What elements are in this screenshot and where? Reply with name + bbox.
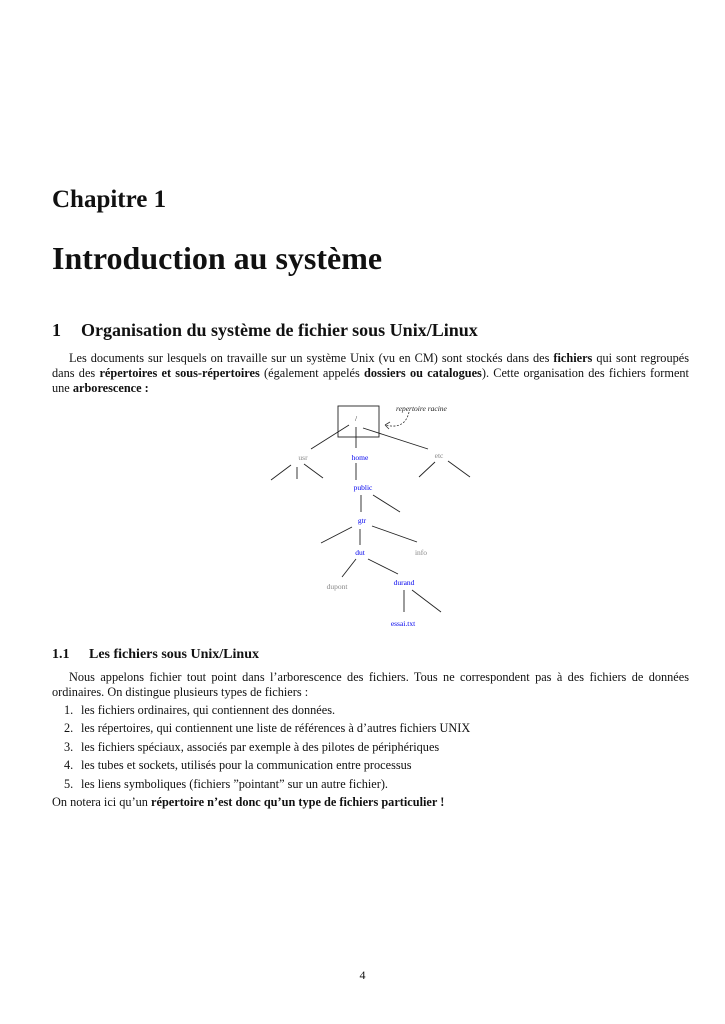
conclusion-emphasis: répertoire n’est donc qu’un type de fichiers particulier ! bbox=[151, 795, 445, 809]
list-item-text: les fichiers ordinaires, qui contiennent des données. bbox=[81, 703, 336, 717]
node-info: info bbox=[414, 548, 428, 557]
list-item-number: 4. bbox=[64, 758, 74, 773]
subsection-number: 1.1 bbox=[52, 647, 70, 662]
conclusion-sentence bbox=[52, 795, 444, 810]
section-number: 1 bbox=[52, 320, 61, 340]
edge-public-stub bbox=[373, 495, 400, 512]
node-etc: etc bbox=[434, 451, 444, 460]
root-box bbox=[338, 406, 379, 437]
list-item bbox=[64, 758, 470, 776]
edge-root-etc bbox=[363, 428, 428, 449]
list-item-number: 3. bbox=[64, 739, 74, 754]
list-item-number: 1. bbox=[64, 703, 74, 717]
page-number: 4 bbox=[359, 968, 366, 982]
node-home: home bbox=[351, 453, 369, 462]
annotation-arrow bbox=[385, 412, 409, 426]
subsection-title: Les fichiers sous Unix/Linux bbox=[89, 647, 259, 662]
term-dossiers: dossiers ou catalogues bbox=[364, 366, 482, 381]
intro-text-4: ). Cette organisation des fichiers forment une bbox=[52, 366, 689, 396]
intro-text-2: qui sont regroupés dans des bbox=[52, 351, 689, 381]
edge-etc-stub-1 bbox=[419, 462, 435, 477]
list-item bbox=[64, 721, 470, 739]
edge-durand-stub bbox=[412, 590, 441, 612]
node-gtr: gtr bbox=[357, 516, 367, 525]
node-durand: durand bbox=[393, 578, 415, 587]
list-item-number: 5. bbox=[64, 776, 74, 791]
node-dupont: dupont bbox=[326, 582, 348, 591]
list-item bbox=[64, 703, 470, 721]
types-paragraph bbox=[52, 670, 689, 700]
conclusion-prefix: On notera ici qu’un bbox=[52, 795, 152, 809]
edge-dut-dupont bbox=[342, 559, 356, 577]
edge-usr-stub-1 bbox=[271, 465, 291, 480]
term-repertoires: répertoires et sous-répertoires bbox=[99, 366, 260, 381]
edge-gtr-stub bbox=[321, 527, 352, 543]
list-item-text: les fichiers spéciaux, associés par exemple à des pilotes de périphériques bbox=[81, 739, 440, 754]
intro-text-1: Les documents sur lesquels on travaille sur un système Unix (vu en CM) sont stockés dans des bbox=[69, 351, 554, 365]
intro-text-3: (également appelés bbox=[259, 366, 365, 381]
edge-gtr-info bbox=[372, 526, 417, 542]
node-public: public bbox=[353, 483, 373, 492]
root-node-label: / bbox=[354, 414, 358, 423]
list-item-text: les liens symboliques (fichiers ”pointant” sur un autre fichier). bbox=[81, 776, 388, 791]
list-item bbox=[64, 740, 470, 758]
node-essai: essai.txt bbox=[390, 619, 416, 628]
edge-dut-durand bbox=[368, 559, 398, 574]
tree-edges bbox=[271, 406, 470, 612]
term-fichiers: fichiers bbox=[553, 351, 593, 365]
node-dut: dut bbox=[355, 548, 365, 557]
types-paragraph-text: Nous appelons fichier tout point dans l’arborescence des fichiers. Tous ne correspondent pas à des fichiers de données ordinaires. On distingue plusieurs types de fichiers : bbox=[52, 670, 689, 700]
section-title: Organisation du système de fichier sous Unix/Linux bbox=[81, 320, 478, 340]
list-item bbox=[64, 777, 470, 795]
root-annotation-label: repertoire racine bbox=[396, 404, 447, 413]
list-item-text: les répertoires, qui contiennent une liste de références à d’autres fichiers UNIX bbox=[81, 721, 471, 736]
list-item-text: les tubes et sockets, utilisés pour la communication entre processus bbox=[81, 758, 412, 773]
chapter-title: Introduction au système bbox=[52, 240, 383, 276]
edge-usr-stub-3 bbox=[304, 464, 323, 478]
chapter-label: Chapitre 1 bbox=[52, 186, 167, 213]
node-usr: usr bbox=[298, 453, 308, 462]
subsection-heading bbox=[52, 647, 259, 663]
list-item-number: 2. bbox=[64, 721, 74, 736]
edge-etc-stub-2 bbox=[448, 461, 470, 477]
term-arborescence: arborescence : bbox=[72, 381, 149, 396]
file-types-list bbox=[64, 703, 470, 795]
